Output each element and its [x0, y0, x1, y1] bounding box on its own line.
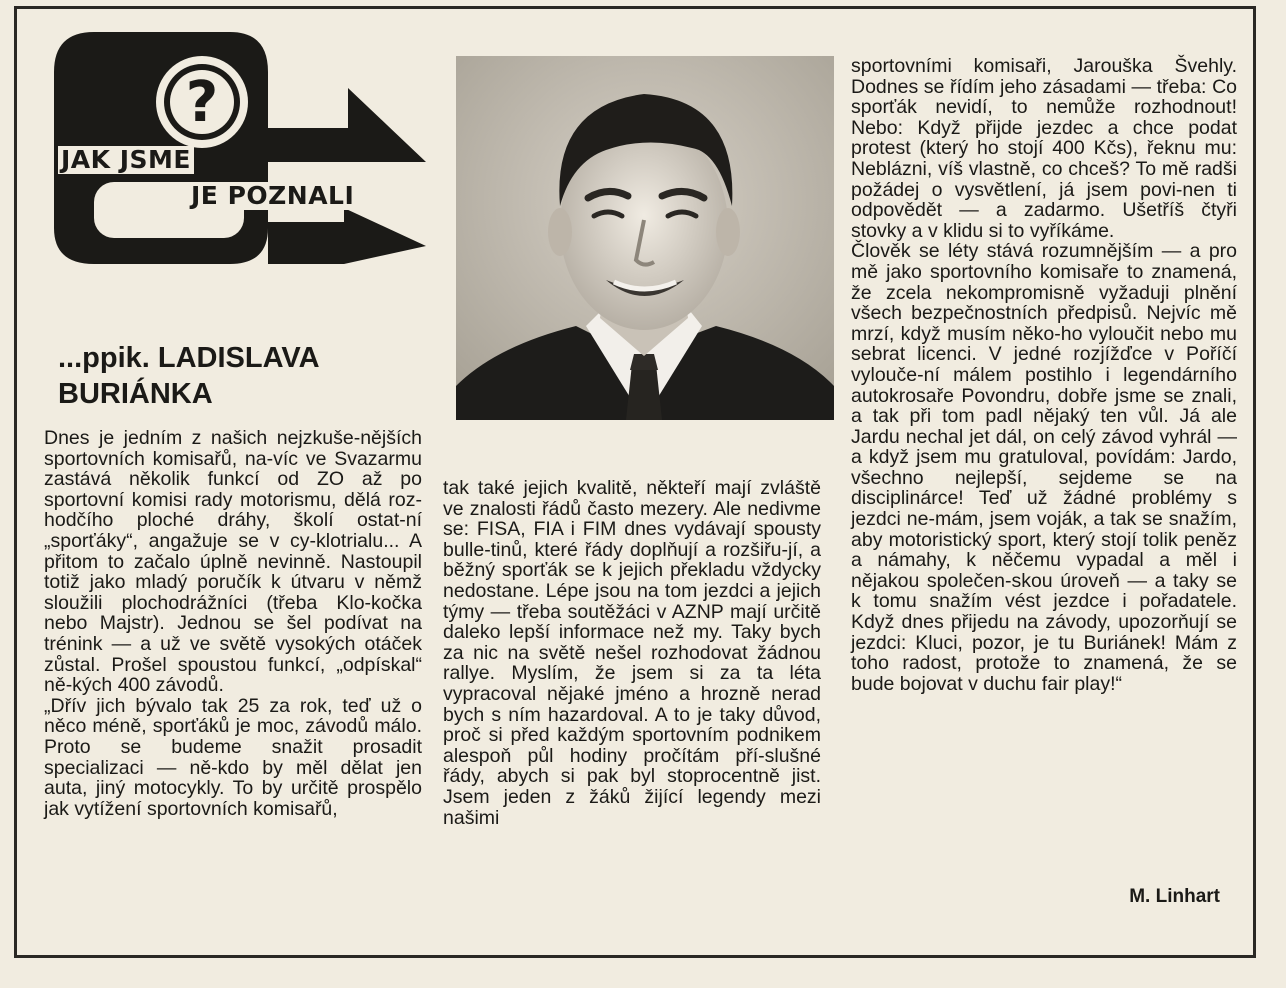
text-column-3: [851, 56, 1237, 694]
headline-line-1: ...ppik. LADISLAVA: [58, 342, 320, 374]
portrait-illustration: [456, 56, 834, 420]
paragraph: tak také jejich kvalitě, někteří mají zvláště ve znalosti řádů často mezery. Ale nedivme se: FISA, FIA i FIM dnes vydávají spousty bulle-tinů, které řády doplňují a rozšiřu-jí, a běžný sporťák se k jejich překladu vždycky nedostane. Lépe jsou na tom jezdci a jejich týmy — třeba soutěžáci v AZNP mají určitě daleko lepší informace než my. Taky bych za nic na světě nešel rozhodovat žádnou rallye. Myslím, že jsem si za ta léta vypracoval nějaké jméno a hrozně nerad bych s ním hazardoval. A to je taky důvod, proč si před každým sportovním podnikem alespoň půl hodiny pročítám pří-slušné řády, abych si pak byl stoprocentně jist. Jsem jeden z žáků žijící legendy mezi našimi: [443, 477, 821, 829]
rubric-line-1: JAK JSME: [58, 146, 194, 174]
paragraph: Dnes je jedním z našich nejzkuše-nějších sportovních komisařů, na-víc ve Svazarmu zastává několik funkcí od ZO až po sportovní komisi rady motorismu, dělá roz-hodčího ploché dráhy, školí ostat-ní „sporťáky“, angažuje se v cy-klotrialu... A přitom to začalo úplně nevinně. Nastoupil totiž jako mladý poručík k útvaru v němž sloužili plochodrážníci (třeba Klo-kočka nebo Majstr). Jednou se šel podívat na trénink — a už ve světě vysokých otáček zůstal. Prošel spoustou funkcí, „odpískal“ ně-kých 400 závodů.: [44, 427, 422, 697]
text-column-1: [44, 428, 422, 819]
headline-line-2: BURIÁNKA: [58, 378, 213, 410]
paragraph: „Dřív jich bývalo tak 25 za rok, teď už o něco méně, sporťáků je moc, závodů málo. Proto se budeme snažit prosadit specializaci — ně-kdo by měl dělat jen auta, jiný motocykly. To by určitě prospělo jak vytížení sportovních komisařů,: [44, 694, 422, 820]
paragraph: sportovními komisaři, Jarouška Švehly. Dodnes se řídím jeho zásadami — třeba: Co sporťák nevidí, to nemůže rozhodnout! Nebo: Když přijde jezdec a chce podat protest (který ho stojí 400 Kčs), řeknu mu: Neblázni, víš vlastně, co chceš? To mě radši požádej o vysvětlení, já jsem povi-nen ti odpovědět — a zadarmo. Ušetříš čtyři stovky a v klidu si to vyříkáme.: [851, 55, 1237, 242]
paragraph: Člověk se léty stává rozumnějším — a pro mě jako sportovního komisaře to znamená, že zcela nekompromisně vyžaduji plnění všech bezpečnostních předpisů. Nejvíc mě mrzí, když musím něko-ho vyloučit nebo mu sebrat licenci. V jedné rozjížďce v Poříčí vylouče-ní málem postihlo i legendárního autokrosaře Povondru, dobře jsme se znali, a tak při tom padl nějaký ten vůl. Já ale Jardu nechal jet dál, on celý závod vyhrál — a když jsem mu gratuloval, povídám: Jardo, všechno nejlepší, sejdeme se na disciplinárce! Teď už žádné problémy s jezdci ne-mám, jsem voják, a tak se snažím, aby motoristický sport, který stojí tolik peněz a námahy, k něčemu vypadal a měl i nějakou společen-skou úroveň — a taky se k tomu snažím vést jezdce i pořadatele. Když dnes přijedu na závody, upozorňují se jezdci: Kluci, pozor, je tu Buriánek! Mám z toho radost, protože to znamená, že se bude bojovat v duchu fair play!“: [851, 240, 1237, 695]
author-byline: M. Linhart: [1129, 886, 1220, 907]
article-headline: [58, 340, 388, 412]
rubric-line-2: JE POZNALI: [188, 182, 357, 210]
text-column-2: [443, 478, 821, 828]
portrait-photo: [456, 56, 834, 420]
question-mark-icon: ?: [185, 69, 219, 135]
rubric-logo: [54, 32, 434, 268]
